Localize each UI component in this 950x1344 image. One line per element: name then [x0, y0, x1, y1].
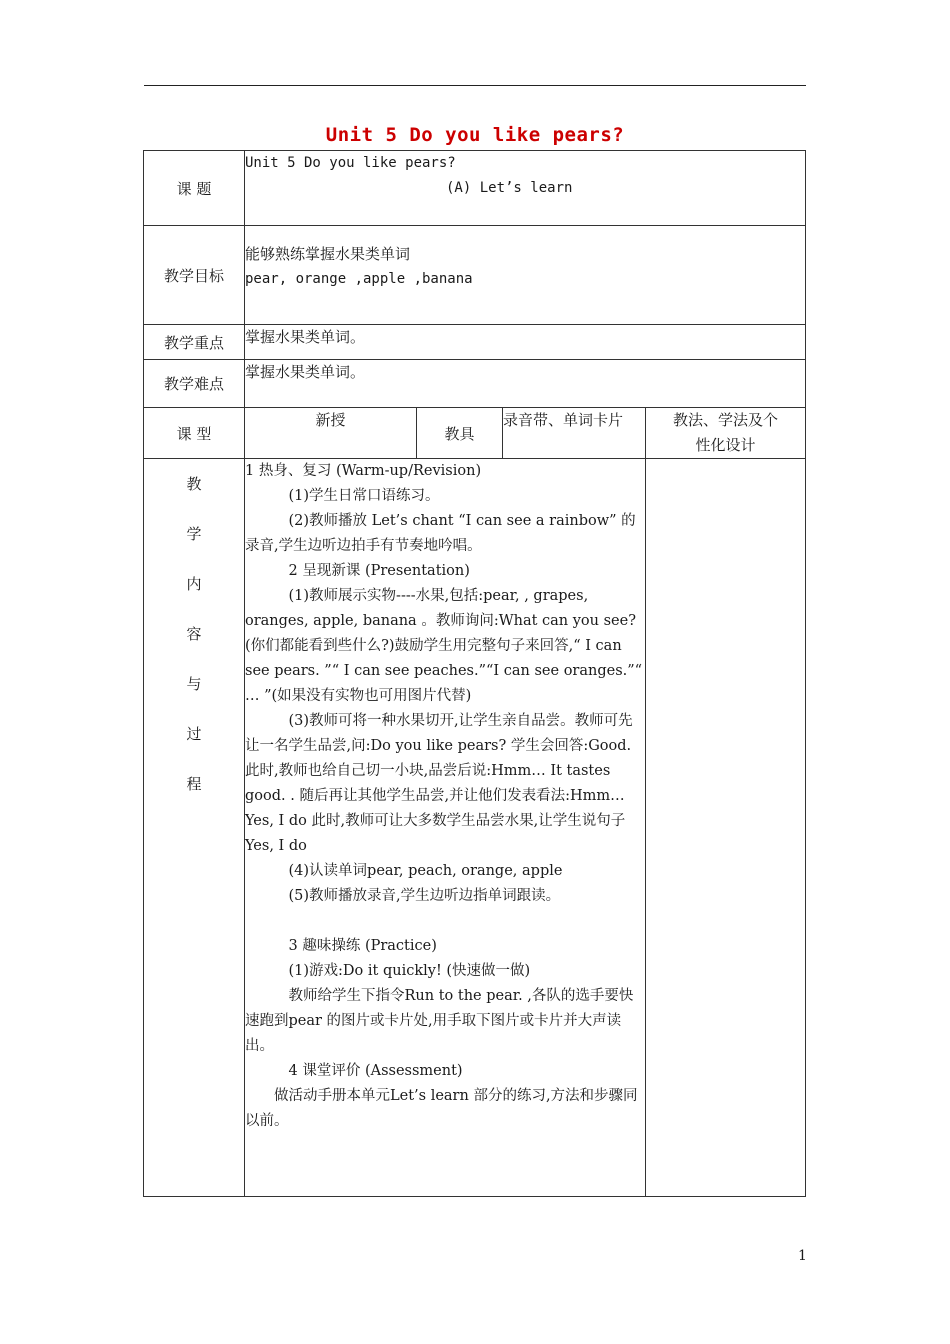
process-paragraph: (1)游戏:Do it quickly! (快速做一做) — [288, 963, 531, 979]
process-paragraph: (4)认读单词pear, peach, orange, apple — [288, 863, 563, 879]
section-assessment-heading: 4 课堂评价 (Assessment) — [288, 1063, 463, 1079]
section-practice-heading: 3 趣味操练 (Practice) — [288, 938, 437, 954]
teaching-aids-label: 教具 — [417, 408, 503, 459]
process-label — [144, 459, 245, 1197]
topic-line-2: (A) Let’s learn — [446, 180, 573, 196]
method-column-empty — [646, 459, 806, 1197]
process-paragraph: 做活动手册本单元Let’s learn 部分的练习,方法和步骤同以前。 — [245, 1088, 638, 1129]
process-paragraph: (5)教师播放录音,学生边听边指单词跟读。 — [288, 888, 561, 904]
process-content — [245, 459, 646, 1197]
process-paragraph: (1)教师展示实物----水果,包括:pear, , grapes, oranges, apple, banana 。教师询问:What can you see?(你们都能看到些什么?)鼓励学生用完整句子来回答,“ I can see pears. ”“ I can see peaches.”“I can see oranges.”“ … ”(如果没有实物也可用图片代替) — [245, 588, 643, 704]
key-point-label: 教学重点 — [144, 325, 245, 360]
key-point-text: 掌握水果类单词。 — [245, 325, 806, 360]
process-label-char: 内 — [186, 575, 202, 593]
document-title: Unit 5 Do you like pears? — [325, 124, 625, 146]
topic-label: 课 题 — [144, 151, 245, 226]
topic-line-1: Unit 5 Do you like pears? — [245, 155, 456, 171]
process-row — [144, 459, 806, 1197]
process-paragraph: 教师给学生下指令Run to the pear. ,各队的选手要快速跑到pear 的图片或卡片处,用手取下图片或卡片并大声读出。 — [245, 988, 634, 1054]
page-number: 1 — [798, 1248, 807, 1264]
goal-row — [144, 226, 806, 325]
goal-line-1: 能够熟练掌握水果类单词 — [245, 245, 411, 263]
process-paragraph: (2)教师播放 Let’s chant “I can see a rainbow” 的录音,学生边听边拍手有节奏地吟唱。 — [245, 513, 636, 554]
process-label-char: 学 — [186, 525, 202, 543]
blank-line — [245, 909, 645, 934]
goal-label: 教学目标 — [144, 226, 245, 325]
difficulty-label: 教学难点 — [144, 360, 245, 408]
difficulty-row — [144, 360, 806, 408]
header-rule — [144, 85, 806, 86]
process-label-char: 过 — [186, 725, 202, 743]
topic-row — [144, 151, 806, 226]
teaching-aids-value: 录音带、单词卡片 — [503, 408, 646, 459]
lesson-type-value: 新授 — [245, 408, 417, 459]
process-label-char: 与 — [186, 675, 202, 693]
topic-cell — [245, 151, 806, 226]
method-label: 教法、学法及个性化设计 — [646, 408, 806, 459]
section-warmup-heading: 1 热身、复习 (Warm-up/Revision) — [245, 463, 482, 479]
difficulty-text: 掌握水果类单词。 — [245, 360, 806, 408]
lesson-plan-table — [143, 150, 806, 1197]
process-label-char: 程 — [186, 775, 202, 793]
process-paragraph: (1)学生日常口语练习。 — [288, 488, 440, 504]
key-point-row — [144, 325, 806, 360]
lesson-type-label: 课 型 — [144, 408, 245, 459]
process-paragraph: (3)教师可将一种水果切开,让学生亲自品尝。教师可先让一名学生品尝,问:Do you like pears? 学生会回答:Good. 此时,教师也给自己切一小块,品尝后说:Hmm… It tastes good. . 随后再让其他学生品尝,并让他们发表看法:Hmm… Yes, I do 此时,教师可让大多数学生品尝水果,让学生说句子Yes, I do — [245, 713, 633, 854]
lesson-type-row — [144, 408, 806, 459]
goal-cell — [245, 226, 806, 325]
section-presentation-heading: 2 呈现新课 (Presentation) — [288, 563, 470, 579]
process-label-char: 容 — [186, 625, 202, 643]
goal-line-2: pear, orange ,apple ,banana — [245, 271, 473, 287]
process-label-char: 教 — [186, 475, 202, 493]
